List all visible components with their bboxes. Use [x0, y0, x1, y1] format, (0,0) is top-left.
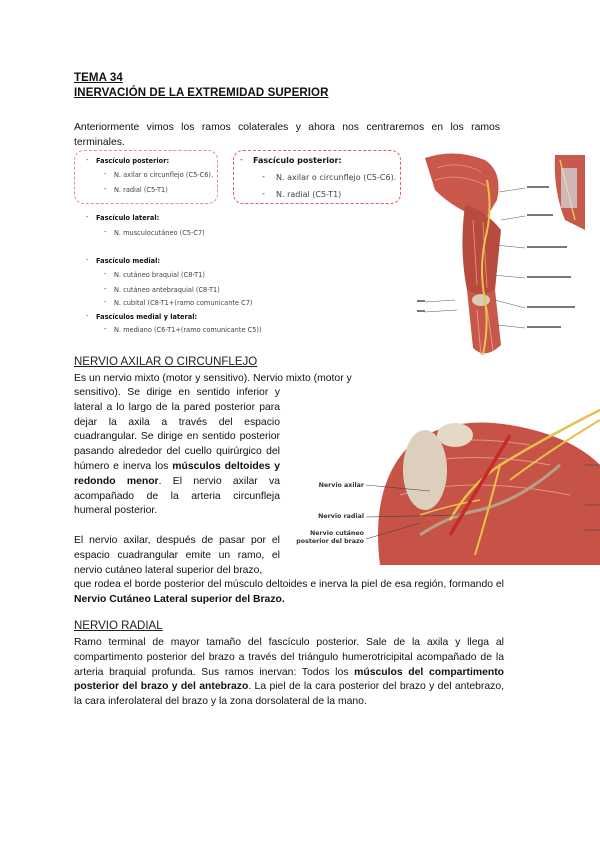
outline-medial-lateral-head: Fascículos medial y lateral: — [96, 313, 198, 321]
section-heading-axilar: NERVIO AXILAR O CIRCUNFLEJO — [74, 356, 258, 368]
radial-text: Ramo terminal de mayor tamaño del fascículo posterior. Sale de la axila y llega al compartimento posterior del brazo a través del triángulo humerotricipital acompañado de la arteria braquial profunda. Sus ramos inervan: Todos los — [74, 637, 504, 678]
outline-item: N. axilar o circunflejo (C5-C6). — [276, 173, 397, 182]
outline-item: N. musculocutáneo (C5-C7) — [114, 229, 205, 237]
outline-item: N. cubital (C8-T1+(ramo comunicante C7) — [114, 299, 253, 307]
axilar-text: que rodea el borde posterior del músculo deltoides e inerva la piel de esa región, formando el — [74, 579, 504, 590]
axilar-bold-muscles: músculos deltoides y redondo menor — [74, 460, 280, 487]
outline-item: N. radial (C5-T1) — [276, 190, 342, 199]
radial-text: . La piel de la cara posterior del brazo y del antebrazo, la cara inferolateral del brazo y la zona dorsolateral de la mano. — [74, 681, 504, 708]
outline-medial-head: Fascículo medial: — [96, 257, 161, 265]
document-page: TEMA 34 INERVACIÓN DE LA EXTREMIDAD SUPERIOR Anteriormente vimos los ramos colaterales y ahora nos centraremos en los ramos terminales. - Fascículo posterior: - N. axilar o circunflejo (C5-C6). - N. radial (C5-T1) - Fascículo lateral: - N. musculocutáneo (C5-C7) - Fascículo medial: - N. cutáneo braquial (C8-T1) - N. cutáneo antebraquial (C8-T1) - N. cubital (C8-T1+(ramo comunicante C7) - Fascículos medial y lateral: - N. mediano (C6-T1+(ramo comunicante C5)) - Fascículo posterior: - N. axilar o circunflejo (C5-C6). - N. radial (C5-T1) NERVIO AXILAR O CIRCUNFLEJO Es un nervio mixto (motor y sensitivo). Nervio mixto (motor y sensitivo). Se dirige en sentido inferior y lateral a lo largo de la pared posterior para dejar la axila a través del espacio cuadrangular. Se dirige en sentido posterior pasando alrededor del cuello quirúrgico del húmero e inerva los músculos deltoides y redondo menor. El nervio axilar va acompañado de la arteria circunfleja humeral posterior. El nervio axilar, después de pasar por el espacio cuadrangular emite un ramo, el nervio cutáneo lateral superior del brazo, que rodea el borde posterior del músculo deltoides e inerva la piel de esa región, formando el Nervio Cutáneo Lateral superior del Brazo. Nervio axilar Nervio radial Nervio cutáneo posterior del brazo NERVIO RADIAL Ramo terminal de mayor tamaño del fascículo posterior. Sale de la axila y llega al compartimento posterior del brazo a través del triángulo humerotricipital acompañado de la arteria braquial profunda. Sus ramos inervan: Todos los músculos del compartimento posterior del brazo y del antebrazo. La piel de la cara posterior del brazo y del antebrazo, la cara inferolateral del brazo y la zona dorsolateral de la mano. — [0, 0, 600, 848]
figure-label-cutaneo-1: Nervio cutáneo — [310, 530, 364, 537]
outline-item: N. radial (C5-T1) — [114, 186, 168, 194]
figure-label-axilar: Nervio axilar — [318, 482, 364, 489]
section-heading-radial: NERVIO RADIAL — [74, 620, 163, 632]
figure-label-radial: Nervio radial — [318, 513, 364, 520]
outline-item: N. cutáneo antebraquial (C8-T1) — [114, 286, 220, 294]
axilar-paragraph-2: El nervio axilar, después de pasar por el espacio cuadrangular emite un ramo, el nervio cutáneo lateral superior del brazo, — [74, 535, 280, 576]
axilar-first-line: Es un nervio mixto (motor y sensitivo). Nervio mixto (motor y — [74, 373, 352, 384]
intro-paragraph: Anteriormente vimos los ramos colaterales y ahora nos centraremos en los ramos terminales. — [74, 122, 500, 148]
outline-lateral-head: Fascículo lateral: — [96, 214, 160, 222]
radial-paragraph — [74, 636, 504, 710]
axilar-bold-nerve: Nervio Cutáneo Lateral superior del Brazo. — [74, 593, 285, 605]
arm-posterior-illustration — [415, 150, 585, 362]
axilar-paragraph-1 — [74, 386, 280, 519]
outline-item: N. axilar o circunflejo (C5-C6). — [114, 171, 214, 179]
page-title: INERVACIÓN DE LA EXTREMIDAD SUPERIOR — [74, 87, 329, 99]
radial-bold-muscles: músculos del compartimento posterior del brazo y del antebrazo — [74, 666, 505, 693]
figure-label-cutaneo-2: posterior del brazo — [296, 538, 364, 545]
axilar-text: . El nervio axilar va acompañado de la arteria circunfleja humeral posterior. — [74, 475, 280, 517]
axilar-paragraph-3 — [74, 578, 504, 608]
outline-posterior-head: Fascículo posterior: — [96, 157, 170, 165]
topic-number: TEMA 34 — [74, 72, 123, 84]
outline-right-head: Fascículo posterior: — [253, 156, 342, 165]
outline-item: N. cutáneo braquial (C8-T1) — [114, 271, 205, 279]
outline-item: N. mediano (C6-T1+(ramo comunicante C5)) — [114, 326, 262, 334]
axilar-text: sensitivo). Se dirige en sentido inferior y lateral a lo largo de la pared posterior para dejar la axila a través del espacio cuadrangular. Se dirige en sentido posterior pasando alrededor del cuello quirúrgico del húmero e inerva los — [74, 387, 280, 472]
